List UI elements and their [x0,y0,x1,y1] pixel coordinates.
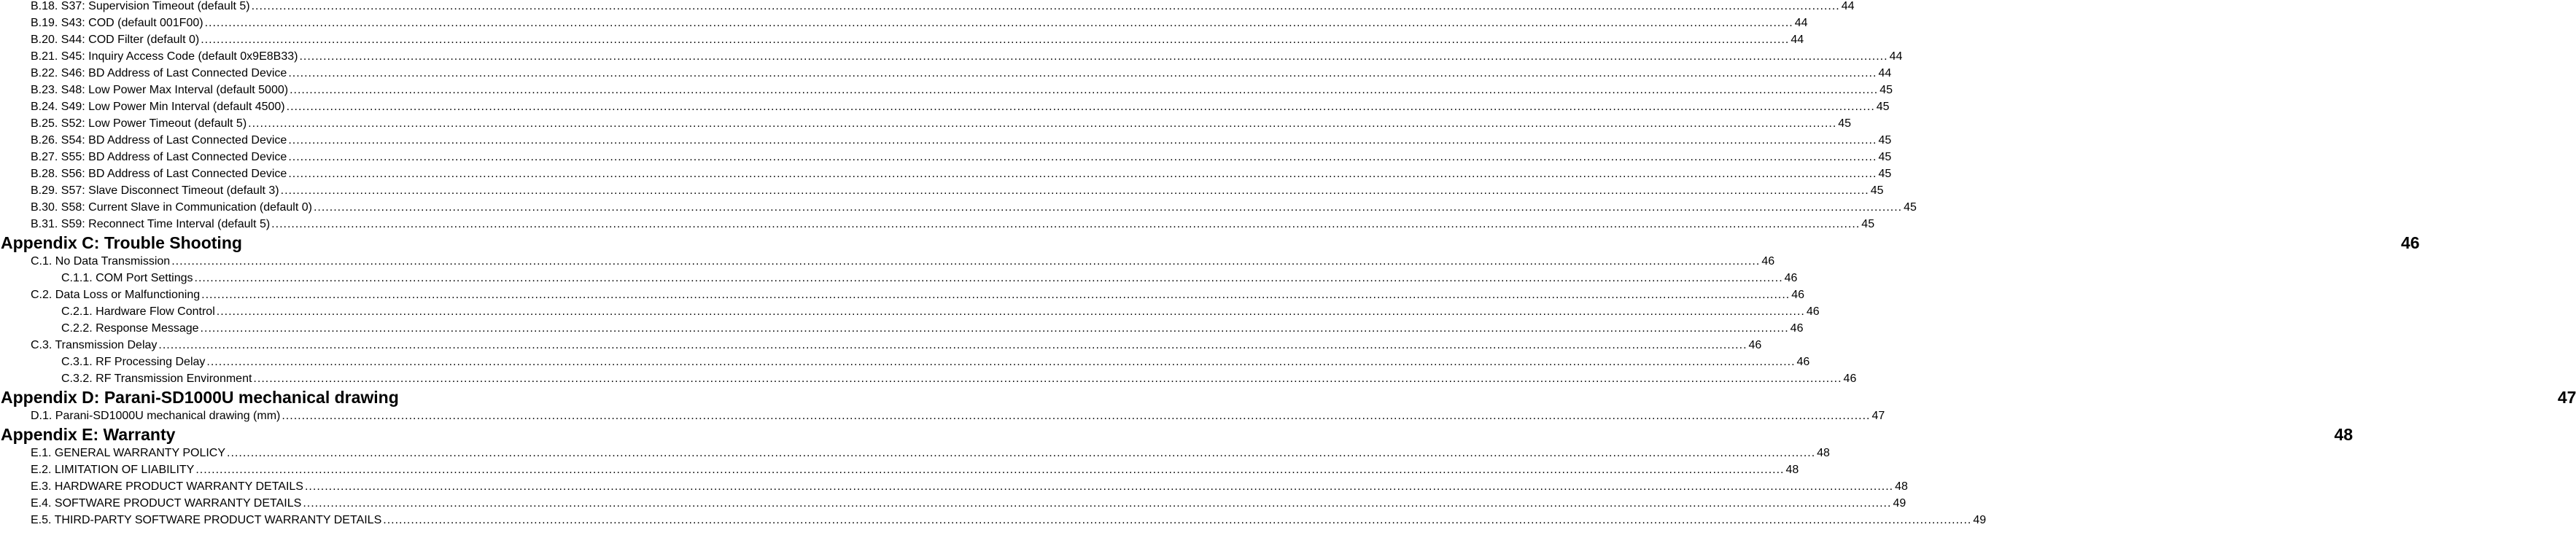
dot-leader: ................................................................................................................................................................................................................................................................................................................................................................................................................ [271,218,1861,230]
toc-entry-label: Appendix D: Parani-SD1000U mechanical drawing [1,388,399,407]
toc-page-number: 45 [1878,168,1892,180]
toc-page-number: 45 [1870,184,1884,197]
toc-page-number: 44 [1878,67,1892,79]
dot-leader: ................................................................................................................................................................................................................................................................................................................................................................................................................ [158,339,1747,351]
toc-page-number: 48 [1785,464,1799,476]
toc-page-number: 49 [1973,514,1987,526]
dot-leader: ................................................................................................................................................................................................................................................................................................................................................................................................................ [299,50,1888,63]
toc-entry-label: Appendix C: Trouble Shooting [1,233,242,252]
toc-page-number: 44 [1794,17,1808,29]
toc-entry-label: B.26. S54: BD Address of Last Connected Device [31,134,287,147]
toc-entry-label: B.29. S57: Slave Disconnect Timeout (default 3) [31,184,279,197]
toc-entry[interactable] [31,461,1799,478]
dot-leader: ................................................................................................................................................................................................................................................................................................................................................................................................................ [253,373,1842,385]
dot-leader: ................................................................................................................................................................................................................................................................................................................................................................................................................ [201,34,1790,46]
toc-page-number: 46 [2400,233,2420,252]
toc-page-number: 45 [1861,218,1875,230]
dot-leader: ................................................................................................................................................................................................................................................................................................................................................................................................................ [206,356,1796,368]
toc-page-number: 45 [1879,84,1893,96]
toc-page-number: 46 [1784,272,1798,284]
toc-page-number: 48 [2334,425,2354,444]
dot-leader: ................................................................................................................................................................................................................................................................................................................................................................................................................ [290,84,1879,96]
toc-entry-label: E.4. SOFTWARE PRODUCT WARRANTY DETAILS [31,497,302,510]
toc-entry-label: B.19. S43: COD (default 001F00) [31,17,203,29]
toc-entry-label: C.1.1. COM Port Settings [61,272,193,284]
toc-entry-label: C.3. Transmission Delay [31,339,158,351]
toc-page-number: 44 [1889,50,1903,63]
toc-entry[interactable] [31,98,1890,115]
toc-entry-label: C.2.2. Response Message [61,322,199,335]
toc-entry-label: B.23. S48: Low Power Max Interval (default 5000) [31,84,289,96]
toc-entry[interactable] [31,512,1987,529]
toc-entry[interactable] [31,132,1892,149]
toc-entry[interactable] [31,407,1885,424]
toc-page-number: 45 [1876,101,1890,113]
toc-page-number: 49 [1893,497,1906,510]
dot-leader: ................................................................................................................................................................................................................................................................................................................................................................................................................ [194,272,1783,284]
toc-entry-label: E.2. LIMITATION OF LIABILITY [31,464,195,476]
toc-entry-label: B.21. S45: Inquiry Access Code (default 0x9E8B33) [31,50,298,63]
toc-entry[interactable] [31,445,1830,461]
toc-page-number: 44 [1841,0,1855,12]
toc-entry[interactable] [31,286,1805,303]
dot-leader: ................................................................................................................................................................................................................................................................................................................................................................................................................ [313,201,1903,214]
toc-entry[interactable] [31,199,1917,216]
toc-entry-label: B.30. S58: Current Slave in Communication (default 0) [31,201,312,214]
toc-entry-label: B.27. S55: BD Address of Last Connected Device [31,151,287,163]
toc-entry-label: B.31. S59: Reconnect Time Interval (default 5) [31,218,271,230]
dot-leader: ................................................................................................................................................................................................................................................................................................................................................................................................................ [383,514,1972,526]
toc-entry[interactable] [31,216,1875,233]
dot-leader: ................................................................................................................................................................................................................................................................................................................................................................................................................ [288,168,1877,180]
toc-entry[interactable] [31,65,1892,82]
toc-entry-label: B.28. S56: BD Address of Last Connected Device [31,168,287,180]
toc-entry[interactable] [31,182,1884,199]
toc-heading[interactable] [1,424,2354,445]
toc-entry[interactable] [31,82,1893,98]
toc-entry-label: C.2. Data Loss or Malfunctioning [31,289,201,301]
dot-leader: ................................................................................................................................................................................................................................................................................................................................................................................................................ [282,410,1871,422]
dot-leader: ................................................................................................................................................................................................................................................................................................................................................................................................................ [171,255,1761,268]
toc-page-number: 46 [1796,356,1810,368]
dot-leader: ................................................................................................................................................................................................................................................................................................................................................................................................................ [288,67,1877,79]
toc-page-number: 47 [1871,410,1885,422]
toc-page-number: 46 [1843,373,1857,385]
toc-entry[interactable] [31,337,1762,354]
toc-entry-label: C.3.1. RF Processing Delay [61,356,206,368]
toc-entry[interactable] [31,48,1903,65]
toc-entry-label: B.25. S52: Low Power Timeout (default 5) [31,117,247,130]
toc-page-number: 45 [1878,134,1892,147]
toc-entry[interactable] [31,115,1852,132]
dot-leader: ................................................................................................................................................................................................................................................................................................................................................................................................................ [227,447,1816,459]
toc-entry-label: B.20. S44: COD Filter (default 0) [31,34,200,46]
toc-heading[interactable] [1,233,2420,253]
toc-entry-label: Appendix E: Warranty [1,425,176,444]
toc-entry[interactable] [31,253,1775,270]
dot-leader: ................................................................................................................................................................................................................................................................................................................................................................................................................ [280,184,1869,197]
dot-leader: ................................................................................................................................................................................................................................................................................................................................................................................................................ [248,117,1837,130]
toc-entry-label: C.1. No Data Transmission [31,255,171,268]
toc-page-number: 47 [2557,388,2576,407]
toc-page-number: 45 [1838,117,1852,130]
toc-entry[interactable] [61,370,1857,387]
toc-entry-label: B.24. S49: Low Power Min Interval (default 4500) [31,101,285,113]
toc-entry[interactable] [31,149,1892,165]
dot-leader: ................................................................................................................................................................................................................................................................................................................................................................................................................ [288,151,1877,163]
toc-entry-label: C.3.2. RF Transmission Environment [61,373,252,385]
toc-entry-label: D.1. Parani-SD1000U mechanical drawing (mm) [31,410,281,422]
toc-entry[interactable] [31,0,1855,15]
toc-heading[interactable] [1,387,2576,407]
dot-leader: ................................................................................................................................................................................................................................................................................................................................................................................................................ [200,322,1789,335]
toc-page-number: 46 [1791,289,1805,301]
toc-entry-label: E.1. GENERAL WARRANTY POLICY [31,447,226,459]
toc-page-number: 46 [1790,322,1804,335]
toc-entry-label: B.18. S37: Supervision Timeout (default 5) [31,0,250,12]
toc-entry[interactable] [61,303,1820,320]
toc-page-number: 48 [1817,447,1830,459]
toc-entry[interactable] [61,320,1804,337]
toc-entry-label: C.2.1. Hardware Flow Control [61,305,215,318]
toc-entry[interactable] [31,495,1906,512]
toc-page-number: 46 [1806,305,1820,318]
dot-leader: ................................................................................................................................................................................................................................................................................................................................................................................................................ [288,134,1877,147]
toc-entry[interactable] [31,478,1908,495]
toc-entry-label: E.3. HARDWARE PRODUCT WARRANTY DETAILS [31,480,303,493]
dot-leader: ................................................................................................................................................................................................................................................................................................................................................................................................................ [286,101,1875,113]
toc-page-number: 45 [1878,151,1892,163]
toc-page-number: 45 [1904,201,1917,214]
toc-entry-label: E.5. THIRD-PARTY SOFTWARE PRODUCT WARRANTY DETAILS [31,514,382,526]
dot-leader: ................................................................................................................................................................................................................................................................................................................................................................................................................ [195,464,1785,476]
dot-leader: ................................................................................................................................................................................................................................................................................................................................................................................................................ [204,17,1793,29]
toc-entry[interactable] [61,354,1810,370]
dot-leader: ................................................................................................................................................................................................................................................................................................................................................................................................................ [304,480,1894,493]
toc-page-number: 46 [1761,255,1775,268]
toc-entry[interactable] [31,165,1892,182]
toc-page-number: 44 [1791,34,1804,46]
toc-page-number: 48 [1895,480,1908,493]
dot-leader: ................................................................................................................................................................................................................................................................................................................................................................................................................ [251,0,1840,12]
toc-entry[interactable] [31,31,1804,48]
toc-page-number: 46 [1748,339,1762,351]
dot-leader: ................................................................................................................................................................................................................................................................................................................................................................................................................ [216,305,1805,318]
dot-leader: ................................................................................................................................................................................................................................................................................................................................................................................................................ [303,497,1892,510]
toc-entry[interactable] [31,15,1808,31]
toc-entry-label: B.22. S46: BD Address of Last Connected Device [31,67,287,79]
dot-leader: ................................................................................................................................................................................................................................................................................................................................................................................................................ [201,289,1791,301]
toc-entry[interactable] [61,270,1798,286]
